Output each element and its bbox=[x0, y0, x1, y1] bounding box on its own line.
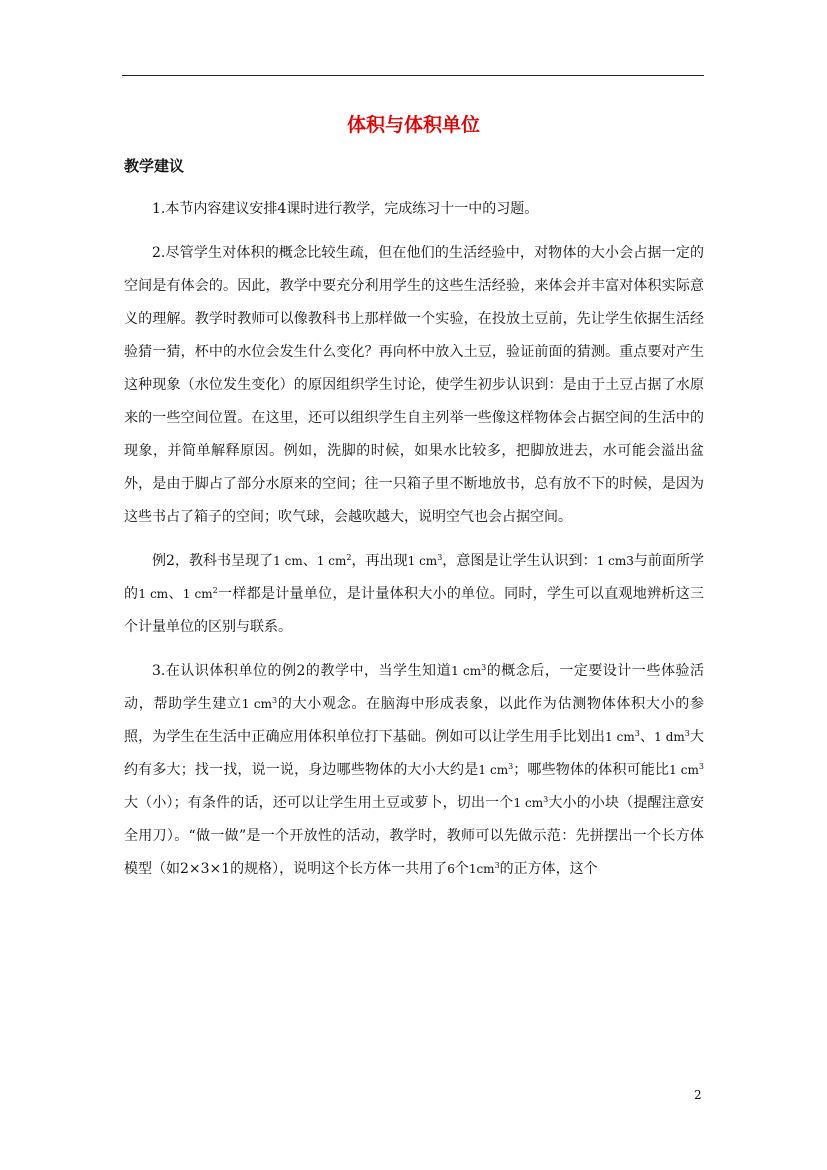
unit-text: 1 cm bbox=[407, 554, 438, 568]
text-span: 大约有多大；找一找，说一说，身边哪些物体的大小大约是 bbox=[124, 729, 705, 778]
unit-text: 1 cm bbox=[182, 587, 213, 601]
text-span: 例2，教科书呈现了 bbox=[152, 553, 274, 569]
body-text bbox=[124, 193, 704, 886]
section-heading: 教学建议 bbox=[124, 157, 185, 175]
unit-text: 1 cm bbox=[316, 554, 347, 568]
text-span: 个 bbox=[454, 861, 469, 877]
text-span: ，意图是让学生认识到： bbox=[442, 553, 597, 569]
unit-text: 6 bbox=[447, 862, 455, 876]
superscript: 3 bbox=[543, 795, 549, 804]
text-span: 的正方体，这个 bbox=[499, 861, 598, 877]
unit-text: 1cm bbox=[468, 862, 495, 876]
document-title: 体积与体积单位 bbox=[346, 114, 480, 136]
superscript: 3 bbox=[508, 762, 514, 771]
unit-text: 1 dm bbox=[654, 730, 685, 744]
unit-text: 1 cm3 bbox=[596, 554, 634, 568]
unit-text: 1 cm bbox=[478, 763, 509, 777]
superscript: 3 bbox=[481, 663, 487, 672]
superscript: 3 bbox=[437, 553, 443, 562]
unit-text: 1 cm bbox=[513, 796, 544, 810]
superscript: 2 bbox=[346, 553, 352, 562]
text-span: 、 bbox=[639, 729, 655, 745]
text-span: 3.在认识体积单位的例2的教学中，当学生知道 bbox=[152, 663, 452, 679]
paragraph-4 bbox=[124, 655, 704, 886]
superscript: 3 bbox=[698, 762, 704, 771]
text-span: 的概念后，一定要设计一些体验活动，帮助学生建立 bbox=[124, 663, 704, 712]
unit-text: 1 cm bbox=[669, 763, 699, 777]
superscript: 3 bbox=[494, 861, 500, 870]
text-span: 大（小）；有条件的话，还可以让学生用土豆或萝卜，切出一个 bbox=[124, 795, 514, 811]
page-number: 2 bbox=[694, 1088, 702, 1102]
unit-text: 1 cm bbox=[138, 587, 169, 601]
superscript: 3 bbox=[684, 729, 690, 738]
text-span: 与前面所学的 bbox=[124, 553, 704, 602]
unit-text: 1 cm bbox=[605, 730, 635, 744]
paragraph-2: 2.尽管学生对体积的概念比较生疏，但在他们的生活经验中，对物体的大小会占据一定的空间是有体会的。因此，教学中要充分利用学生的这些生活经验，来体会并丰富对体积实际意义的理解。教学时教师可以像教科书上那样做一个实验，在投放土豆前，先让学生依据生活经验猜一猜，杯中的水位会发生什么变化？再向杯中放入土豆，验证前面的猜测。重点要对产生这种现象（水位发生变化）的原因组织学生讨论，使学生初步认识到：是由于土豆占据了水原来的一些空间位置。在这里，还可以组织学生自主列举一些像这样物体会占据空间的生活中的现象，并简单解释原因。例如，洗脚的时候，如果水比较多，把脚放进去，水可能会溢出盆外，是由于脚占了部分水原来的空间；往一只箱子里不断地放书，总有放不下的时候，是因为这些书占了箱子的空间；吹气球，会越吹越大，说明空气也会占据空间。 bbox=[124, 245, 704, 525]
superscript: 3 bbox=[634, 729, 640, 738]
header-rule bbox=[122, 75, 704, 76]
paragraph-3 bbox=[124, 545, 704, 644]
unit-text: 1 cm bbox=[241, 697, 273, 711]
text-span: 、 bbox=[168, 586, 183, 602]
text-span: 、 bbox=[302, 553, 317, 569]
paragraph-1: 1.本节内容建议安排4课时进行教学，完成练习十一中的习题。 bbox=[152, 201, 539, 217]
text-span: 一样都是计量单位，是计量体积大小的单位。同时，学生可以直观地辨析这三个计量单位的区别与联系。 bbox=[124, 586, 705, 635]
unit-text: 1 cm bbox=[451, 664, 482, 678]
text-span: 的大小观念。在脑海中形成表象，以此作为估测物体体积大小的参照，为学生在生活中正确应用体积单位打下基础。例如可以让学生用手比划出 bbox=[124, 696, 705, 745]
text-span: ；哪些物体的体积可能比 bbox=[513, 762, 670, 778]
superscript: 2 bbox=[212, 586, 218, 595]
superscript: 3 bbox=[272, 696, 278, 705]
unit-text: 1 cm bbox=[273, 554, 303, 568]
text-span: 大小的小块（提醒注意安全用刀）。“做一做”是一个开放性的活动，教学时，教师可以先做示范：先拼摆出一个长方体模型（如2×3×1的规格），说明这个长方体一共用了 bbox=[124, 795, 705, 877]
text-span: ，再出现 bbox=[351, 553, 408, 569]
